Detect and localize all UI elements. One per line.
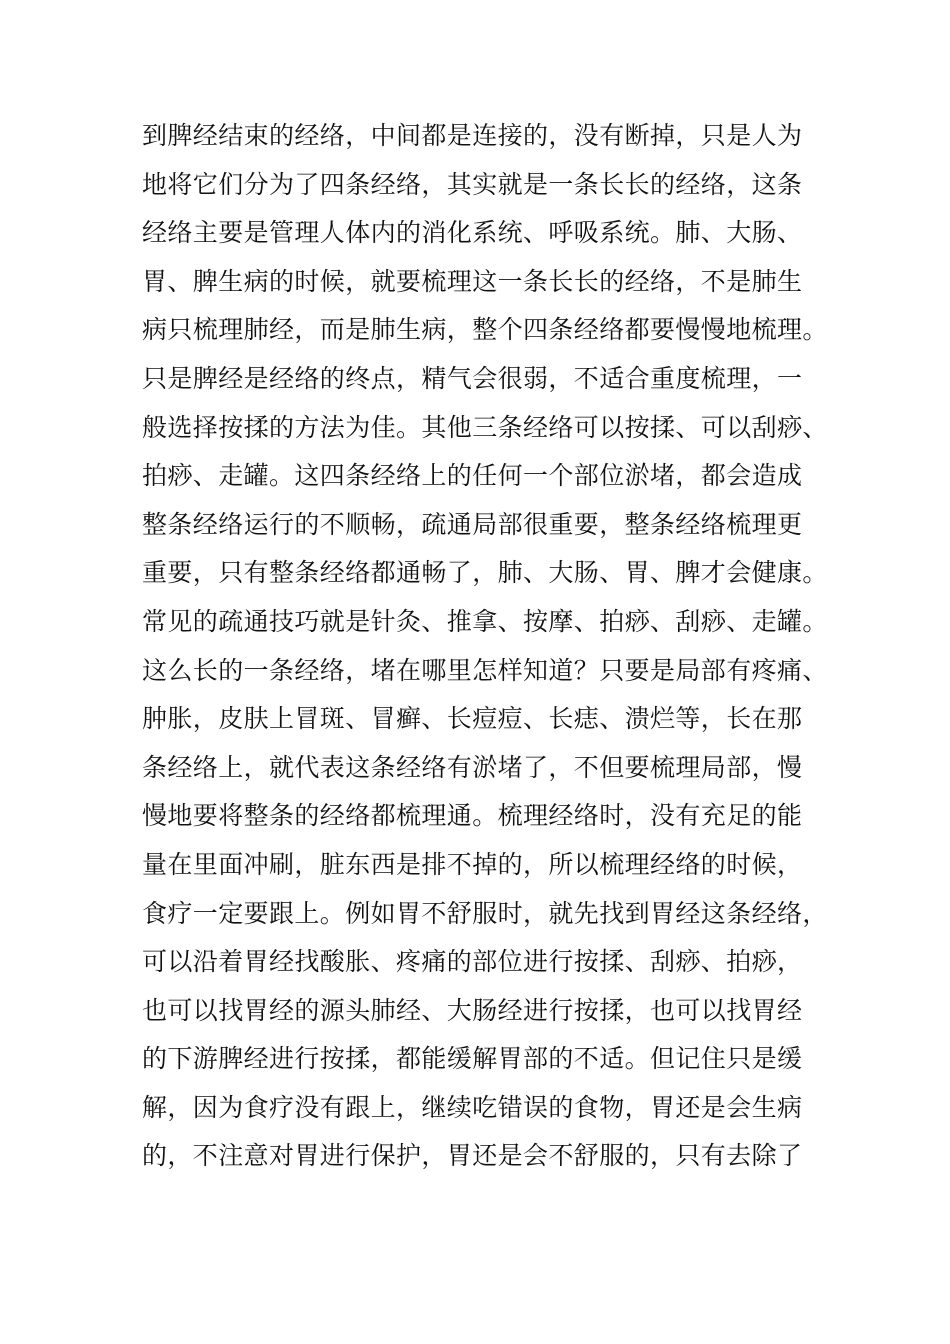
text-line: 条经络上，就代表这条经络有淤堵了，不但要梳理局部，慢 [142,752,803,782]
text-line: 常见的疏通技巧就是针灸、推拿、按摩、拍痧、刮痧、走罐。 [142,606,828,636]
text-line: 可以沿着胃经找酸胀、疼痛的部位进行按揉、刮痧、拍痧， [142,947,803,977]
text-line: 慢地要将整条的经络都梳理通。梳理经络时，没有充足的能 [142,801,803,831]
text-line: 胃、脾生病的时候，就要梳理这一条长长的经络，不是肺生 [142,266,803,296]
text-line: 的下游脾经进行按揉，都能缓解胃部的不适。但记住只是缓 [142,1044,803,1074]
text-line: 也可以找胃经的源头肺经、大肠经进行按揉，也可以找胃经 [142,995,803,1025]
text-line: 肿胀，皮肤上冒斑、冒癣、长痘痘、长痣、溃烂等，长在那 [142,704,803,734]
text-line: 到脾经结束的经络，中间都是连接的，没有断掉，只是人为 [142,121,803,150]
body-text [142,112,862,1181]
text-line: 拍痧、走罐。这四条经络上的任何一个部位淤堵，都会造成 [142,461,803,491]
text-line: 的，不注意对胃进行保护，胃还是会不舒服的，只有去除了 [142,1141,803,1171]
text-line: 只是脾经是经络的终点，精气会很弱，不适合重度梳理，一 [142,363,803,393]
text-line: 地将它们分为了四条经络，其实就是一条长长的经络，这条 [142,169,803,199]
text-line: 解，因为食疗没有跟上，继续吃错误的食物，胃还是会生病 [142,1092,803,1122]
text-line: 病只梳理肺经，而是肺生病，整个四条经络都要慢慢地梳理。 [142,315,828,345]
text-line: 食疗一定要跟上。例如胃不舒服时，就先找到胃经这条经络， [142,898,828,928]
text-line: 般选择按揉的方法为佳。其他三条经络可以按揉、可以刮痧、 [142,412,828,442]
text-line: 经络主要是管理人体内的消化系统、呼吸系统。肺、大肠、 [142,218,803,248]
text-line: 整条经络运行的不顺畅，疏通局部很重要，整条经络梳理更 [142,509,803,539]
text-line: 重要，只有整条经络都通畅了，肺、大肠、胃、脾才会健康。 [142,558,828,588]
text-line: 这么长的一条经络，堵在哪里怎样知道？只要是局部有疼痛、 [142,655,828,685]
text-line: 量在里面冲刷，脏东西是排不掉的，所以梳理经络的时候， [142,849,803,879]
